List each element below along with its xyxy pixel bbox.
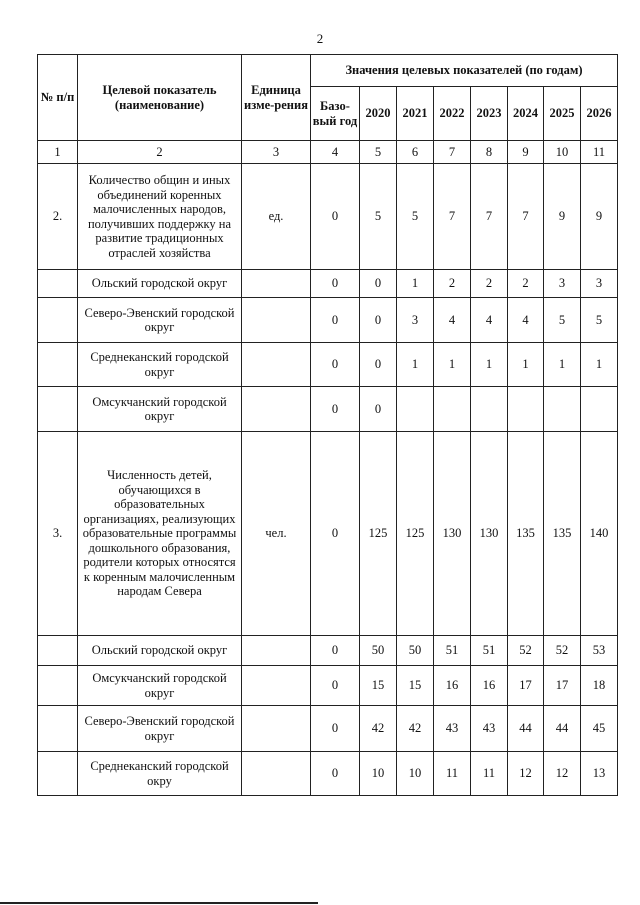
header-num: № п/п [38,55,78,141]
column-number: 1 [38,141,78,164]
row-year-value: 2 [434,270,471,298]
row-year-value: 4 [508,298,544,343]
row-year-value: 50 [397,636,434,666]
row-unit [242,387,311,432]
row-year-value: 9 [544,164,581,270]
header-indicator: Целевой показатель (наименование) [78,55,242,141]
row-base-value: 0 [311,706,360,752]
row-year-value: 17 [544,666,581,706]
table-row [38,636,618,666]
row-year-value [581,387,618,432]
row-year-value: 2 [471,270,508,298]
row-indicator-name: Ольский городской округ [78,270,242,298]
row-year-value: 5 [397,164,434,270]
column-number: 3 [242,141,311,164]
row-indicator-name: Ольский городской округ [78,636,242,666]
row-num: 3. [38,432,78,636]
column-number: 9 [508,141,544,164]
row-year-value: 43 [471,706,508,752]
row-unit: чел. [242,432,311,636]
row-base-value: 0 [311,432,360,636]
page-number: 2 [316,31,324,46]
row-year-value [397,387,434,432]
row-year-value: 51 [471,636,508,666]
row-year-value: 125 [397,432,434,636]
row-year-value: 45 [581,706,618,752]
row-year-value: 44 [508,706,544,752]
row-year-value: 52 [508,636,544,666]
target-indicators-table [37,54,618,796]
row-year-value: 44 [544,706,581,752]
table-row [38,666,618,706]
row-unit: ед. [242,164,311,270]
row-indicator-name: Омсукчанский городской округ [78,387,242,432]
row-year-value: 12 [544,752,581,796]
header-year-2025: 2025 [544,87,581,141]
header-year-2020: 2020 [360,87,397,141]
row-year-value: 43 [434,706,471,752]
table-row [38,432,618,636]
row-year-value: 7 [471,164,508,270]
table-row [38,752,618,796]
row-indicator-name: Северо-Эвенский городской округ [78,298,242,343]
row-base-value: 0 [311,343,360,387]
column-number: 11 [581,141,618,164]
row-year-value: 0 [360,298,397,343]
row-indicator-name: Омсукчанский городской округ [78,666,242,706]
header-values-group: Значения целевых показателей (по годам) [311,55,618,87]
row-year-value: 0 [360,387,397,432]
row-num [38,666,78,706]
row-year-value: 12 [508,752,544,796]
column-number: 5 [360,141,397,164]
row-year-value: 140 [581,432,618,636]
column-number: 4 [311,141,360,164]
header-year-2021: 2021 [397,87,434,141]
row-base-value: 0 [311,666,360,706]
row-year-value: 13 [581,752,618,796]
row-year-value: 16 [471,666,508,706]
row-year-value: 42 [397,706,434,752]
row-year-value: 0 [360,343,397,387]
row-year-value [544,387,581,432]
bottom-rule [0,902,318,904]
row-year-value: 10 [360,752,397,796]
row-indicator-name: Среднеканский городской окру [78,752,242,796]
table-row [38,343,618,387]
row-indicator-name: Среднеканский городской округ [78,343,242,387]
row-year-value: 5 [360,164,397,270]
row-num [38,752,78,796]
row-year-value: 2 [508,270,544,298]
row-base-value: 0 [311,270,360,298]
row-year-value: 50 [360,636,397,666]
row-year-value: 53 [581,636,618,666]
row-year-value: 4 [434,298,471,343]
row-year-value: 1 [471,343,508,387]
column-number: 10 [544,141,581,164]
row-year-value: 5 [581,298,618,343]
row-year-value [508,387,544,432]
row-year-value: 1 [508,343,544,387]
row-year-value: 1 [434,343,471,387]
row-num [38,298,78,343]
row-year-value: 0 [360,270,397,298]
header-year-2024: 2024 [508,87,544,141]
row-year-value: 15 [360,666,397,706]
table-row [38,706,618,752]
row-year-value: 135 [508,432,544,636]
row-unit [242,666,311,706]
row-indicator-name: Численность детей, обучающихся в образовательных организациях, реализующих образовательные программы дошкольного образования, родители которых относятся к коренным малочисленным народам Севера [78,432,242,636]
row-year-value: 1 [397,343,434,387]
row-num [38,270,78,298]
row-year-value: 1 [581,343,618,387]
row-year-value: 1 [544,343,581,387]
row-indicator-name: Северо-Эвенский городской округ [78,706,242,752]
row-year-value: 1 [397,270,434,298]
row-year-value: 10 [397,752,434,796]
row-year-value [434,387,471,432]
row-year-value: 4 [471,298,508,343]
row-base-value: 0 [311,387,360,432]
row-year-value: 125 [360,432,397,636]
column-number: 8 [471,141,508,164]
row-base-value: 0 [311,752,360,796]
row-year-value: 51 [434,636,471,666]
row-year-value: 3 [544,270,581,298]
table-row [38,164,618,270]
header-unit: Единица изме-рения [242,55,311,141]
row-unit [242,706,311,752]
row-year-value: 130 [434,432,471,636]
row-unit [242,343,311,387]
column-number: 2 [78,141,242,164]
row-year-value: 16 [434,666,471,706]
row-base-value: 0 [311,164,360,270]
row-year-value: 17 [508,666,544,706]
row-year-value: 11 [434,752,471,796]
row-year-value: 135 [544,432,581,636]
row-year-value: 5 [544,298,581,343]
header-year-2023: 2023 [471,87,508,141]
row-year-value: 3 [581,270,618,298]
row-year-value: 52 [544,636,581,666]
row-num: 2. [38,164,78,270]
row-year-value: 11 [471,752,508,796]
row-year-value: 7 [434,164,471,270]
row-unit [242,270,311,298]
row-num [38,706,78,752]
row-year-value: 18 [581,666,618,706]
table-row [38,270,618,298]
row-unit [242,636,311,666]
table-row [38,387,618,432]
row-year-value: 15 [397,666,434,706]
row-year-value [471,387,508,432]
row-indicator-name: Количество общин и иных объединений коренных малочисленных народов, получивших поддержку на развитие традиционных отраслей хозяйства [78,164,242,270]
row-base-value: 0 [311,636,360,666]
header-year-2022: 2022 [434,87,471,141]
row-year-value: 42 [360,706,397,752]
row-num [38,636,78,666]
row-num [38,343,78,387]
column-number: 6 [397,141,434,164]
row-base-value: 0 [311,298,360,343]
header-base-year: Базо-вый год [311,87,360,141]
row-year-value: 7 [508,164,544,270]
row-year-value: 9 [581,164,618,270]
row-unit [242,298,311,343]
row-num [38,387,78,432]
row-year-value: 3 [397,298,434,343]
row-unit [242,752,311,796]
header-year-2026: 2026 [581,87,618,141]
table-row [38,298,618,343]
row-year-value: 130 [471,432,508,636]
column-number: 7 [434,141,471,164]
